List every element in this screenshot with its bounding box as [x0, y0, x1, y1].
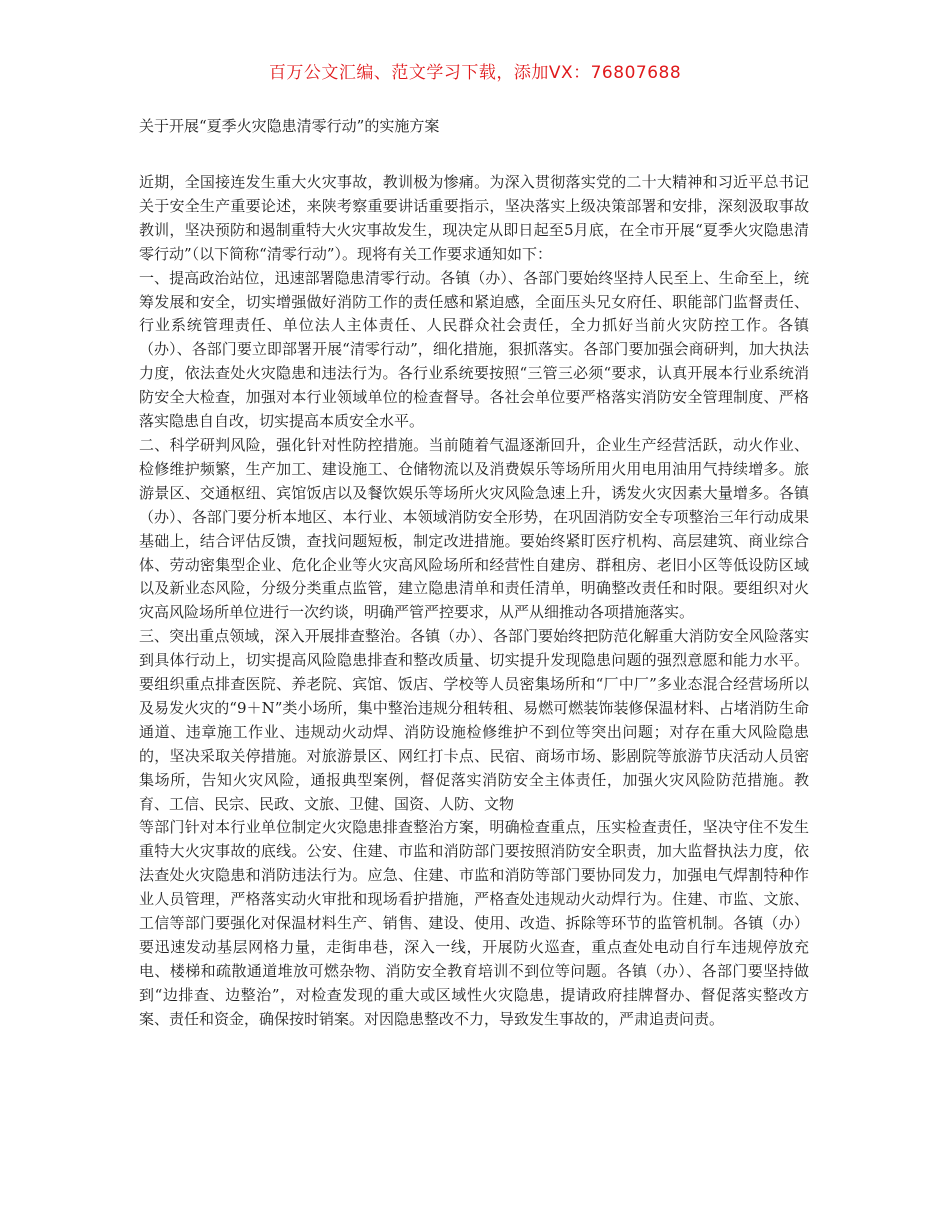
paragraph-intro: 近期，全国接连发生重大火灾事故，教训极为惨痛。为深入贯彻落实党的二十大精神和习近平总书记关于安全生产重要论述，来陕考察重要讲话重要指示，坚决落实上级决策部署和安排，深刻汲取事故教训，坚决预防和遏制重特大火灾事故发生，现决定从即日起至5月底，在全市开展“夏季火灾隐患清零行动”（以下简称“清零行动”）。现将有关工作要求通知如下：	[139, 173, 809, 263]
document-title: 关于开展“夏季火灾隐患清零行动”的实施方案	[139, 117, 440, 135]
paragraph-section-2: 二、科学研判风险，强化针对性防控措施。当前随着气温逐渐回升，企业生产经营活跃，动火作业、检修维护频繁，生产加工、建设施工、仓储物流以及消费娱乐等场所用火用电用油用气持续增多。旅游景区、交通枢纽、宾馆饭店以及餐饮娱乐等场所火灾风险急速上升，诱发火灾因素大量增多。各镇（办）、各部门要分析本地区、本行业、本领域消防安全形势，在巩固消防安全专项整治三年行动成果基础上，结合评估反馈，查找问题短板，制定改进措施。要始终紧盯医疗机构、高层建筑、商业综合体、劳动密集型企业、危化企业等火灾高风险场所和经营性自建房、群租房、老旧小区等低设防区域以及新业态风险，分级分类重点监管，建立隐患清单和责任清单，明确整改责任和时限。要组织对火灾高风险场所单位进行一次约谈，明确严管严控要求，从严从细推动各项措施落实。	[139, 435, 809, 622]
paragraph-section-3-continued: 等部门针对本行业单位制定火灾隐患排查整治方案，明确检查重点，压实检查责任，坚决守住不发生重特大火灾事故的底线。公安、住建、市监和消防部门要按照消防安全职责，加大监督执法力度，依法查处火灾隐患和消防违法行为。应急、住建、市监和消防等部门要协同发力，加强电气焊割特种作业人员管理，严格落实动火审批和现场看护措施，严格查处违规动火动焊行为。住建、市监、文旅、工信等部门要强化对保温材料生产、销售、建设、使用、改造、拆除等环节的监管机制。各镇（办）要迅速发动基层网格力量，走街串巷，深入一线，开展防火巡查，重点查处电动自行车违规停放充电、楼梯和疏散通道堆放可燃杂物、消防安全教育培训不到位等问题。各镇（办）、各部门要坚持做到“边排查、边整治”，对检查发现的重大或区域性火灾隐患，提请政府挂牌督办、督促落实整改方案、责任和资金，确保按时销案。对因隐患整改不力，导致发生事故的，严肃追责问责。	[139, 818, 809, 1028]
paragraph-section-3: 三、突出重点领域，深入开展排查整治。各镇（办）、各部门要始终把防范化解重大消防安全风险落实到具体行动上，切实提高风险隐患排查和整改质量、切实提升发现隐患问题的强烈意愿和能力水平。要组织重点排查医院、养老院、宾馆、饭店、学校等人员密集场所和“厂中厂”多业态混合经营场所以及易发火灾的“9＋N”类小场所，集中整治违规分租转租、易燃可燃装饰装修保温材料、占堵消防生命通道、违章施工作业、违规动火动焊、消防设施检修维护不到位等突出问题；对存在重大风险隐患的，坚决采取关停措施。对旅游景区、网红打卡点、民宿、商场市场、影剧院等旅游节庆活动人员密集场所，告知火灾风险，通报典型案例，督促落实消防安全主体责任，加强火灾风险防范措施。教育、工信、民宗、民政、文旅、卫健、国资、人防、文物	[139, 627, 809, 813]
document-body	[139, 171, 809, 1032]
download-banner: 百万公文汇编、范文学习下载，添加VX：76807688	[268, 63, 682, 83]
paragraph-section-1: 一、提高政治站位，迅速部署隐患清零行动。各镇（办）、各部门要始终坚持人民至上、生命至上，统筹发展和安全，切实增强做好消防工作的责任感和紧迫感，全面压头兄女府任、职能部门监督责任、行业系统管理责任、单位法人主体责任、人民群众社会责任，全力抓好当前火灾防控工作。各镇（办）、各部门要立即部署开展“清零行动”，细化措施，狠抓落实。各部门要加强会商研判，加大执法力度，依法查处火灾隐患和违法行为。各行业系统要按照“三管三必须“要求，认真开展本行业系统消防安全大检查，加强对本行业领域单位的检查督导。各社会单位要严格落实消防安全管理制度、严格落实隐患自自改，切实提高本质安全水平。	[139, 268, 809, 431]
